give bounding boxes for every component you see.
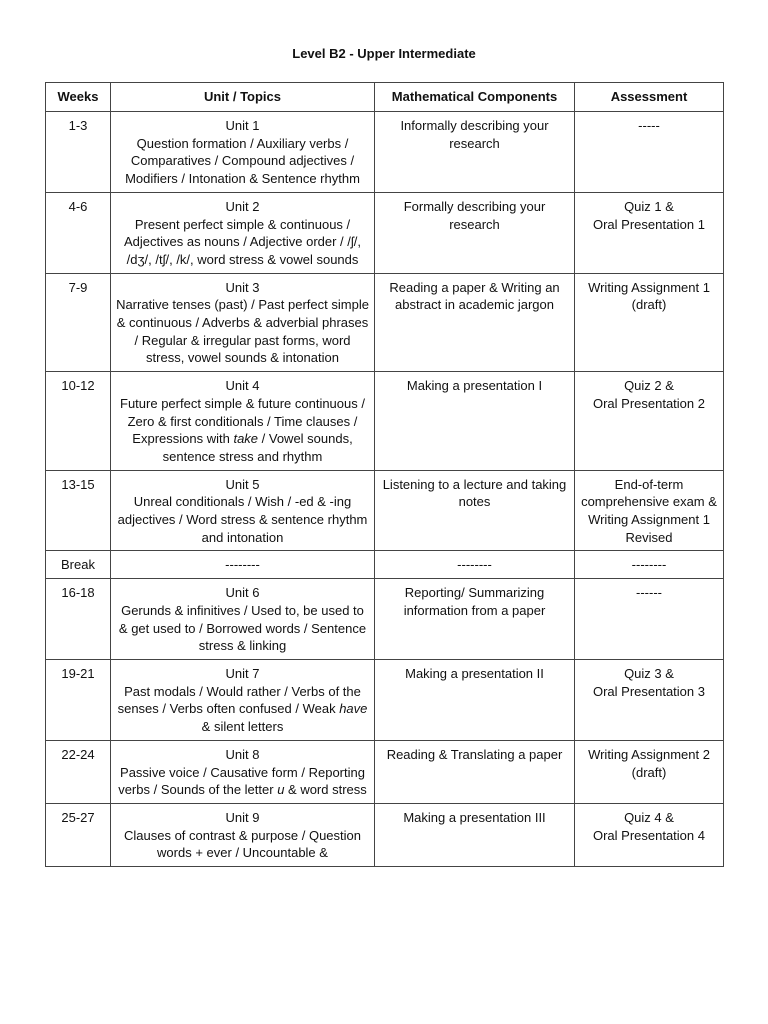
topic-italic-text: u	[277, 782, 285, 798]
header-unit-topics: Unit / Topics	[111, 83, 375, 112]
cell-unit-topics	[111, 551, 375, 579]
table-row	[46, 740, 724, 803]
topic-italic-text: have	[339, 701, 368, 717]
topic-italic-text: take	[233, 431, 259, 447]
table-row	[46, 579, 724, 660]
table-row	[46, 192, 724, 273]
unit-title: Unit 7	[225, 665, 260, 681]
cell-unit-topics	[111, 470, 375, 551]
cell-mathematical-component: Making a presentation II	[375, 659, 575, 740]
cell-mathematical-component: Reporting/ Summarizing information from a paper	[375, 579, 575, 660]
cell-weeks: 10-12	[46, 372, 111, 471]
document-title: Level B2 - Upper Intermediate	[292, 46, 476, 61]
topic-text: Passive voice / Causative form / Reporting verbs / Sounds of the letter	[118, 764, 365, 798]
cell-weeks: 7-9	[46, 273, 111, 372]
cell-assessment: Quiz 2 & Oral Presentation 2	[575, 372, 724, 471]
cell-unit-topics	[111, 192, 375, 273]
topic-text: / Vowel sounds, sentence stress and rhythm	[162, 431, 353, 464]
unit-title: --------	[225, 557, 260, 573]
cell-weeks: 22-24	[46, 740, 111, 803]
topic-text: Future perfect simple & future continuous / Zero & first conditionals / Time clauses / Expressions with	[120, 395, 365, 447]
cell-assessment: -----	[575, 112, 724, 193]
table-row	[46, 551, 724, 579]
cell-weeks: 25-27	[46, 803, 111, 866]
cell-mathematical-component: Listening to a lecture and taking notes	[375, 470, 575, 551]
unit-topics	[115, 683, 370, 736]
cell-assessment: Quiz 4 & Oral Presentation 4	[575, 803, 724, 866]
cell-assessment: Quiz 3 & Oral Presentation 3	[575, 659, 724, 740]
unit-title: Unit 6	[225, 585, 260, 601]
cell-mathematical-component: Reading & Translating a paper	[375, 740, 575, 803]
unit-topics	[115, 395, 370, 466]
table-row	[46, 803, 724, 866]
unit-topics	[115, 216, 370, 269]
topic-text: & silent letters	[201, 719, 284, 735]
cell-mathematical-component: Making a presentation III	[375, 803, 575, 866]
cell-assessment: Writing Assignment 2 (draft)	[575, 740, 724, 803]
unit-title: Unit 3	[225, 279, 260, 295]
unit-title: Unit 9	[225, 809, 260, 825]
unit-title: Unit 5	[225, 476, 260, 492]
syllabus-table	[45, 82, 724, 867]
cell-mathematical-component: Making a presentation I	[375, 372, 575, 471]
table-row	[46, 273, 724, 372]
cell-mathematical-component: Formally describing your research	[375, 192, 575, 273]
unit-topics	[115, 493, 370, 546]
topic-text: Question formation / Auxiliary verbs / Comparatives / Compound adjectives / Modifiers / Intonation & Sentence rhythm	[125, 135, 360, 187]
unit-title: Unit 8	[225, 746, 260, 762]
table-body	[46, 112, 724, 867]
cell-weeks: 4-6	[46, 192, 111, 273]
unit-topics	[115, 135, 370, 188]
cell-weeks: 1-3	[46, 112, 111, 193]
header-assessment: Assessment	[575, 83, 724, 112]
table-row	[46, 659, 724, 740]
unit-topics	[115, 764, 370, 799]
table-header-row	[46, 83, 724, 112]
cell-mathematical-component: Reading a paper & Writing an abstract in academic jargon	[375, 273, 575, 372]
cell-assessment: --------	[575, 551, 724, 579]
cell-unit-topics	[111, 112, 375, 193]
cell-unit-topics	[111, 659, 375, 740]
cell-unit-topics	[111, 579, 375, 660]
cell-weeks: 16-18	[46, 579, 111, 660]
header-mathematical-components: Mathematical Components	[375, 83, 575, 112]
header-weeks: Weeks	[46, 83, 111, 112]
cell-weeks: 13-15	[46, 470, 111, 551]
cell-weeks: Break	[46, 551, 111, 579]
unit-topics	[115, 602, 370, 655]
cell-assessment: Writing Assignment 1 (draft)	[575, 273, 724, 372]
cell-unit-topics	[111, 273, 375, 372]
topic-text: Unreal conditionals / Wish / -ed & -ing adjectives / Word stress & sentence rhythm and intonation	[117, 494, 368, 545]
unit-title: Unit 4	[225, 378, 260, 394]
table-row	[46, 470, 724, 551]
topic-text: Narrative tenses (past) / Past perfect simple & continuous / Adverbs & adverbial phrases / Regular & irregular past forms, word stress, vowel sounds & intonation	[116, 297, 369, 366]
cell-weeks: 19-21	[46, 659, 111, 740]
cell-mathematical-component: --------	[375, 551, 575, 579]
cell-assessment: End-of-term comprehensive exam & Writing Assignment 1 Revised	[575, 470, 724, 551]
unit-topics	[115, 827, 370, 862]
topic-text: & word stress	[284, 782, 367, 798]
unit-title: Unit 2	[225, 198, 260, 214]
table-row	[46, 112, 724, 193]
topic-text: Clauses of contrast & purpose / Question words + ever / Uncountable &	[123, 827, 361, 861]
cell-assessment: Quiz 1 & Oral Presentation 1	[575, 192, 724, 273]
topic-text: Gerunds & infinitives / Used to, be used to & get used to / Borrowed words / Sentence stress & linking	[118, 602, 367, 654]
table-row	[46, 372, 724, 471]
cell-unit-topics	[111, 803, 375, 866]
cell-assessment: ------	[575, 579, 724, 660]
cell-unit-topics	[111, 372, 375, 471]
topic-text: Present perfect simple & continuous / Adjectives as nouns / Adjective order / /ʃ/, /dʒ/, /tʃ/, /k/, word stress & vowel sounds	[123, 216, 361, 267]
unit-title: Unit 1	[225, 118, 260, 133]
cell-unit-topics	[111, 740, 375, 803]
topic-text: Past modals / Would rather / Verbs of the senses / Verbs often confused / Weak	[117, 683, 361, 717]
unit-topics	[115, 296, 370, 367]
cell-mathematical-component: Informally describing your research	[375, 112, 575, 193]
